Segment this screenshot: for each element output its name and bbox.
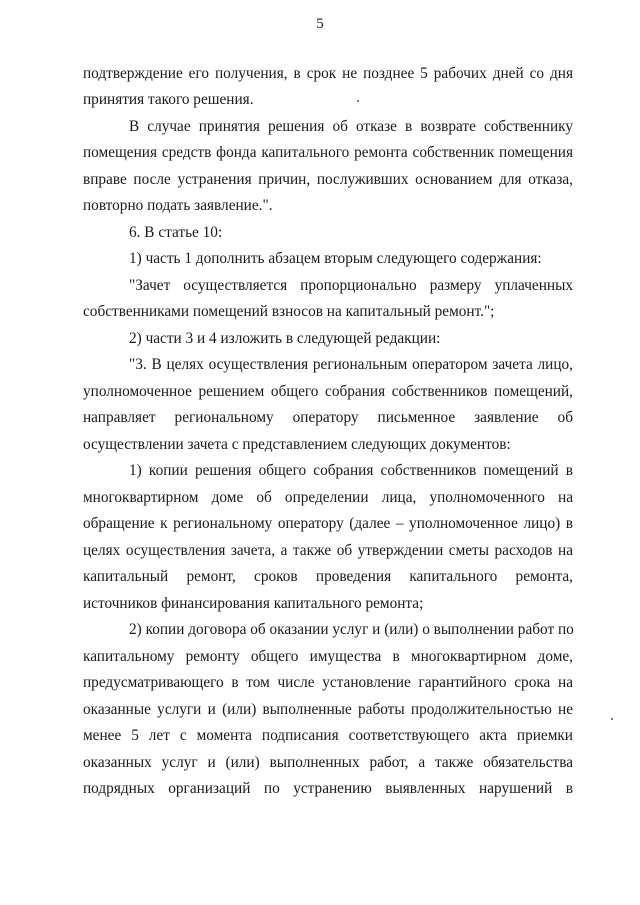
text-line: 6. В статье 10:	[129, 224, 223, 241]
text-line: менее 5 лет с момента подписания соответствующего акта приемки	[83, 727, 573, 744]
scan-speck	[357, 100, 359, 102]
text-line: подрядных организаций по устранению выявленных нарушений в	[83, 780, 573, 797]
text-line: уполномоченное решением общего собрания собственников помещений,	[83, 383, 573, 400]
text-line: В случае принятия решения об отказе в возврате собственнику	[129, 118, 573, 135]
text-line: предусматривающего в том числе установление гарантийного срока на	[83, 674, 573, 691]
text-line: "Зачет осуществляется пропорционально размеру уплаченных	[129, 277, 573, 294]
text-line: 2) части 3 и 4 изложить в следующей редакции:	[129, 330, 441, 347]
text-line: "3. В целях осуществления региональным оператором зачета лицо,	[129, 356, 573, 373]
text-line: подтверждение его получения, в срок не позднее 5 рабочих дней со дня	[83, 65, 573, 82]
text-line: принятия такого решения.	[83, 91, 254, 108]
scan-speck	[611, 718, 613, 720]
text-line: целях осуществления зачета, а также об утверждении сметы расходов на	[83, 542, 573, 559]
text-line: многоквартирном доме об определении лица, уполномоченного на	[83, 489, 573, 506]
text-line: источников финансирования капитального ремонта;	[83, 595, 424, 612]
text-line: осуществлении зачета с представлением следующих документов:	[83, 436, 511, 453]
text-line: 1) копии решения общего собрания собственников помещений в	[129, 462, 573, 479]
text-line: собственниками помещений взносов на капитальный ремонт.";	[83, 303, 495, 320]
text-line: вправе после устранения причин, послуживших основанием для отказа,	[83, 171, 573, 188]
text-line: оказанные услуги и (или) выполненные работы продолжительностью не	[83, 701, 573, 718]
text-line: 1) часть 1 дополнить абзацем вторым следующего содержания:	[129, 250, 542, 267]
text-line: повторно подать заявление.".	[83, 197, 273, 214]
text-line: обращение к региональному оператору (далее – уполномоченное лицо) в	[83, 515, 573, 532]
text-line: 2) копии договора об оказании услуг и (или) о выполнении работ по	[129, 621, 574, 638]
page-number: 5	[316, 16, 324, 32]
text-line: капитальному ремонту общего имущества в многоквартирном доме,	[83, 648, 573, 665]
text-line: помещения средств фонда капитального ремонта собственник помещения	[83, 144, 573, 161]
text-line: капитальный ремонт, сроков проведения капитального ремонта,	[83, 568, 573, 585]
text-line: направляет региональному оператору письменное заявление об	[83, 409, 573, 426]
text-line: оказанных услуг и (или) выполненных работ, а также обязательства	[83, 754, 573, 771]
